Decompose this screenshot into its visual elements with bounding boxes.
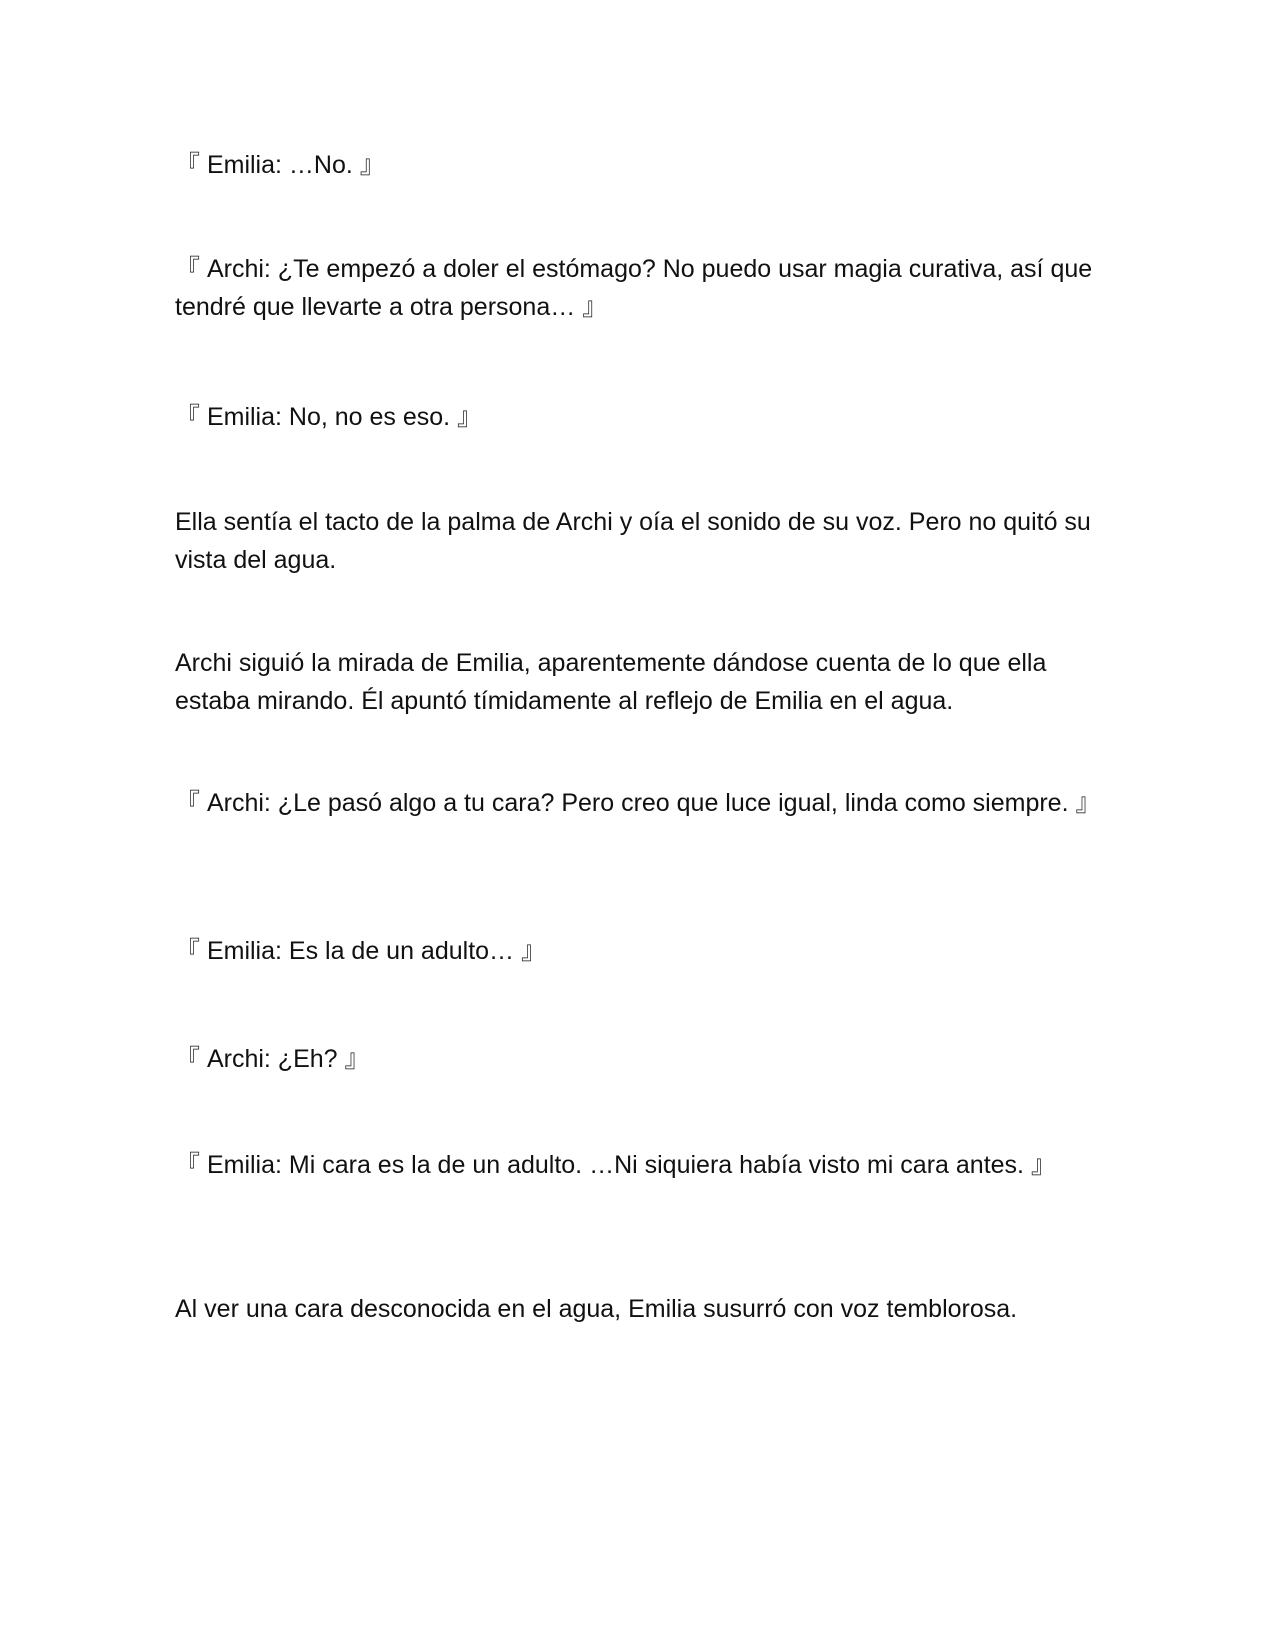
dialogue-emilia-4: 『 Emilia: Mi cara es la de un adulto. …Ni siquiera había visto mi cara antes. 』	[175, 1151, 1056, 1179]
dialogue-archi-3: 『 Archi: ¿Eh? 』	[175, 1045, 370, 1073]
dialogue-emilia-1: 『 Emilia: …No. 』	[175, 151, 385, 179]
narration-paragraph-3: Al ver una cara desconocida en el agua, Emilia susurró con voz temblorosa.	[175, 1295, 1018, 1323]
dialogue-archi-1: 『 Archi: ¿Te empezó a doler el estómago? No puedo usar magia curativa, así que tendré que llevarte a otra persona… 』	[175, 255, 1093, 321]
dialogue-emilia-2: 『 Emilia: No, no es eso. 』	[175, 403, 483, 431]
narration-paragraph-1: Ella sentía el tacto de la palma de Archi y oía el sonido de su voz. Pero no quitó su vista del agua.	[175, 508, 1091, 574]
narration-paragraph-2: Archi siguió la mirada de Emilia, aparentemente dándose cuenta de lo que ella estaba mirando. Él apuntó tímidamente al reflejo de Emilia en el agua.	[175, 649, 1047, 715]
dialogue-emilia-3: 『 Emilia: Es la de un adulto… 』	[175, 937, 546, 965]
dialogue-archi-2: 『 Archi: ¿Le pasó algo a tu cara? Pero creo que luce igual, linda como siempre. 』	[175, 789, 1101, 817]
